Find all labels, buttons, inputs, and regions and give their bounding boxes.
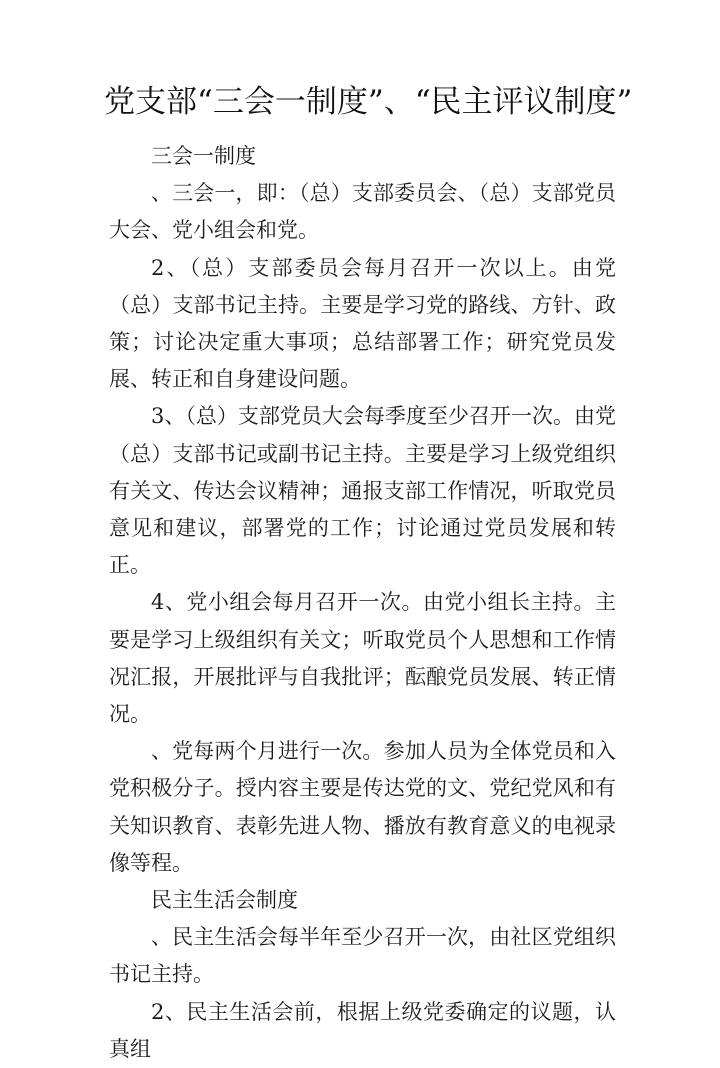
document-body (109, 138, 616, 1068)
section-heading-three-meetings: 三会一制度 (151, 144, 256, 168)
section-heading-democratic-life: 民主生活会制度 (151, 888, 298, 913)
paragraph-item-2: 2、（总）支部委员会每月召开一次以上。由党（总）支部书记主持。主要是学习党的路线、方针、政策；讨论决定重大事项；总结部署工作；研究党员发展、转正和自身建设问题。 (109, 255, 616, 392)
paragraph-item-5: 、党每两个月进行一次。参加人员为全体党员和入党积极分子。授内容主要是传达党的文、党纪党风和有关知识教育、表彰先进人物、播放有教育意义的电视录像等程。 (109, 739, 616, 875)
paragraph-item-4: 4、党小组会每月召开一次。由党小组长主持。主要是学习上级组织有关文；听取党员个人思想和工作情况汇报，开展批评与自我批评；酝酿党员发展、转正情况。 (109, 590, 616, 727)
paragraph-item-1: 、三会一，即：（总）支部委员会、（总）支部党员大会、党小组会和党。 (109, 181, 616, 243)
document-title: 党支部“三会一制度”、“民主评议制度” (104, 84, 633, 120)
paragraph-item-3: 3、（总）支部党员大会每季度至少召开一次。由党（总）支部书记或副书记主持。主要是学习上级党组织有关文、传达会议精神；通报支部工作情况，听取党员意见和建议，部署党的工作；讨论通过党员发展和转正。 (109, 404, 616, 578)
paragraph-item-6: 、民主生活会每半年至少召开一次，由社区党组织书记主持。 (109, 925, 616, 987)
paragraph-item-7: 2、民主生活会前，根据上级党委确定的议题，认真组 (109, 999, 616, 1061)
